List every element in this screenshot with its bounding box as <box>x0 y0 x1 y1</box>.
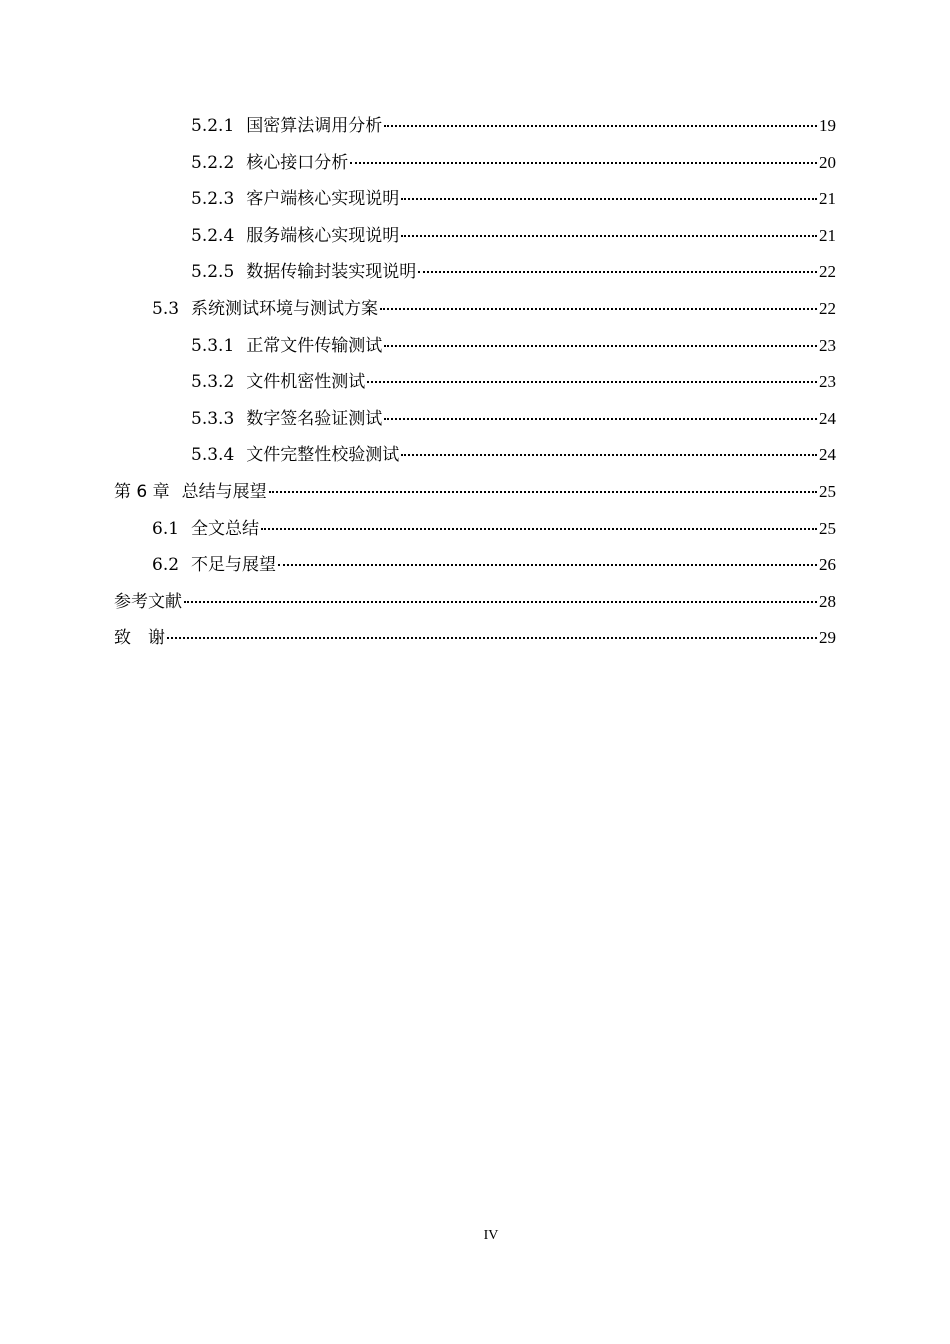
toc-entry[interactable] <box>152 511 836 547</box>
toc-entry-title: 总结与展望 <box>181 482 267 502</box>
toc-entry-number: 5.2.3 <box>191 189 235 209</box>
dot-leader <box>261 528 817 530</box>
toc-entry-number: 5.2.5 <box>191 262 235 282</box>
toc-entry-title: 核心接口分析 <box>246 153 349 173</box>
toc-entry-page-number: 22 <box>819 299 836 318</box>
toc-entry-page-number: 25 <box>819 482 836 501</box>
toc-entry[interactable] <box>191 328 836 364</box>
toc-entry-number: 6.2 <box>152 555 180 575</box>
toc-entry-page-number: 20 <box>819 153 836 172</box>
toc-entry-title: 国密算法调用分析 <box>246 116 383 136</box>
dot-leader <box>350 162 817 164</box>
toc-entry-page-number: 22 <box>819 262 836 281</box>
toc-entry-page-number: 24 <box>819 445 836 464</box>
dot-leader <box>401 198 817 200</box>
toc-entry-page-number: 23 <box>819 336 836 355</box>
toc-entry-page-number: 19 <box>819 116 836 135</box>
toc-entry[interactable] <box>191 181 836 217</box>
toc-entry-title: 数字签名验证测试 <box>246 409 383 429</box>
toc-entry[interactable] <box>152 547 836 583</box>
dot-leader <box>269 491 817 493</box>
toc-entry-number: 5.2.4 <box>191 226 235 246</box>
toc-entry-number: 5.2.2 <box>191 153 235 173</box>
dot-leader <box>384 345 817 347</box>
toc-entry-number: 5.3.4 <box>191 445 235 465</box>
toc-entry-title: 客户端核心实现说明 <box>246 189 400 209</box>
toc-entry-page-number: 24 <box>819 409 836 428</box>
toc-entry-number: 5.3.2 <box>191 372 235 392</box>
toc-entry[interactable] <box>191 437 836 473</box>
toc-entry[interactable] <box>191 218 836 254</box>
dot-leader <box>384 125 817 127</box>
toc-entry-title: 数据传输封装实现说明 <box>246 262 417 282</box>
toc-entry-title: 不足与展望 <box>191 555 277 575</box>
toc-entry-number: 5.3.1 <box>191 336 235 356</box>
toc-entry[interactable] <box>114 474 836 510</box>
dot-leader <box>380 308 817 310</box>
toc-entry-page-number: 21 <box>819 189 836 208</box>
toc-entry-title: 系统测试环境与测试方案 <box>191 299 379 319</box>
toc-entry[interactable] <box>114 584 836 620</box>
toc-entry-page-number: 21 <box>819 226 836 245</box>
toc-entry-number: 第 6 章 <box>114 482 170 502</box>
toc-entry-page-number: 28 <box>819 592 836 611</box>
toc-entry-page-number: 23 <box>819 372 836 391</box>
toc-entry-page-number: 26 <box>819 555 836 574</box>
toc-entry-page-number: 25 <box>819 519 836 538</box>
dot-leader <box>367 381 817 383</box>
dot-leader <box>401 454 817 456</box>
dot-leader <box>278 564 817 566</box>
dot-leader <box>167 637 817 639</box>
toc-entry[interactable] <box>191 401 836 437</box>
dot-leader <box>418 271 817 273</box>
toc-entry-number: 6.1 <box>152 519 180 539</box>
dot-leader <box>384 418 817 420</box>
toc-entry-page-number: 29 <box>819 628 836 647</box>
toc-entry-title: 正常文件传输测试 <box>246 336 383 356</box>
toc-entry-title: 致 谢 <box>114 628 165 648</box>
toc-entry-title: 服务端核心实现说明 <box>246 226 400 246</box>
toc-entry[interactable] <box>191 254 836 290</box>
toc-entry-number: 5.2.1 <box>191 116 235 136</box>
toc-entry-title: 文件完整性校验测试 <box>246 445 400 465</box>
page-number-footer: IV <box>483 1228 499 1243</box>
toc-entry[interactable] <box>191 108 836 144</box>
dot-leader <box>184 601 817 603</box>
toc-entry-title: 全文总结 <box>191 519 260 539</box>
dot-leader <box>401 235 817 237</box>
toc-entry[interactable] <box>191 145 836 181</box>
toc-entry-number: 5.3 <box>152 299 180 319</box>
toc-entry-title: 文件机密性测试 <box>246 372 366 392</box>
toc-entry-title: 参考文献 <box>114 592 182 612</box>
toc-entry-number: 5.3.3 <box>191 409 235 429</box>
toc-entry[interactable] <box>114 620 836 656</box>
toc-entry[interactable] <box>152 291 836 327</box>
toc-entry[interactable] <box>191 364 836 400</box>
